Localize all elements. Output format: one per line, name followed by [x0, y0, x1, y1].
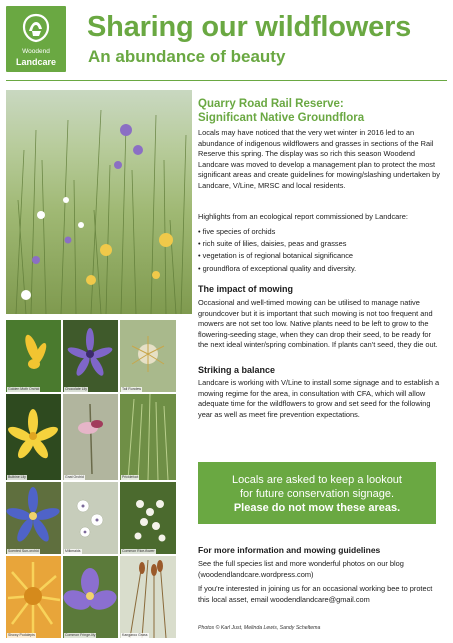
photo-caption: Bulbine Lily	[8, 475, 26, 479]
header-divider	[6, 80, 447, 81]
photo-gnat-orchid	[63, 394, 118, 480]
photo-scented-sun-orchid	[6, 482, 61, 554]
impact-heading: The impact of mowing	[198, 284, 294, 294]
conservation-callout	[198, 462, 436, 524]
photo-caption: Kangaroo Grass	[122, 633, 148, 637]
photo-common-rice-flower	[120, 482, 176, 554]
photo-caption: Chocolate Lily	[65, 387, 87, 391]
photo-credit: Photos © Karl Just, Melinda Lewis, Sandy Scheltema	[198, 625, 321, 631]
wildflower-meadow-photo	[6, 90, 192, 314]
logo-text-woodend: Woodend	[22, 48, 50, 55]
intro-paragraph: Locals may have noticed that the very wet winter in 2016 led to an abundance of indigenous wildflowers and grasses in sections of the Rail Reserve this spring. The display was so rich this season Woodend Landcare was moved to develop a management plan to protect the most significant areas and create guidelines for mowing/slashing undertaken by Landcare, V/Line, MRSC and local residents.	[198, 128, 440, 190]
highlights-intro: Highlights from an ecological report commissioned by Landcare:	[198, 212, 408, 221]
page-title: Sharing our wildflowers	[87, 11, 412, 43]
photo-pricklefoot	[120, 394, 176, 480]
balance-paragraph: Landcare is working with V/Line to install some signage and to establish a mowing regime for the area, in consultation with CFA, which will allow adequate time for the wildflowers to grow and set seed for the following year as well as meet fire prevention expectations.	[198, 378, 440, 419]
photo-chocolate-lily	[63, 320, 118, 392]
impact-paragraph: Occasional and well-timed mowing can be utilised to manage native groundcover but it is important that such mowing is not too frequent and mowers are not set too low. Native plants need to be left to grow to the flowering-seeding stage, when they can drop their seed, to be ready for the next ideal winter/spring combination. If plants can't seed, they die out.	[198, 298, 438, 349]
photo-milkmaids	[63, 482, 118, 554]
landcare-hand-icon	[20, 12, 52, 44]
highlight-bullet: • groundflora of exceptional quality and diversity.	[198, 264, 357, 273]
highlight-bullet: • vegetation is of regional botanical significance	[198, 251, 354, 260]
photo-caption: Common Fringe-lily	[65, 633, 96, 637]
photo-caption: Common Rice-flower	[122, 549, 155, 553]
page-subtitle: An abundance of beauty	[88, 47, 286, 66]
highlight-bullet: • five species of orchids	[198, 227, 276, 236]
photo-golden-moth-orchid	[6, 320, 61, 392]
highlight-bullet: • rich suite of lilies, daisies, peas and grasses	[198, 239, 347, 248]
photo-tall-sundew	[120, 320, 176, 392]
article-heading	[198, 98, 443, 125]
woodend-landcare-logo	[6, 6, 66, 72]
photo-caption: Golden Moth Orchid	[8, 387, 40, 391]
logo-text-landcare: Landcare	[15, 57, 57, 67]
photo-showy-podolepis	[6, 556, 61, 638]
photo-caption: Tall Rundew	[122, 387, 142, 391]
balance-heading: Striking a balance	[198, 365, 276, 375]
photo-caption: Showy Podolepis	[8, 633, 35, 637]
callout-line1: Locals are asked to keep a lookout	[231, 474, 402, 486]
photo-bulbine-lily	[6, 394, 61, 480]
info-paragraph-email: If you're interested in joining us for an occasional working bee to protect this local asset, email woodendlandcare@gmail.com	[198, 584, 433, 604]
photo-caption: Gnat Orchid	[65, 475, 84, 479]
info-heading: For more information and mowing guidelines	[198, 545, 381, 555]
article-heading-line1: Quarry Road Rail Reserve:	[198, 98, 344, 110]
photo-common-fringe-lily	[63, 556, 118, 638]
photo-kangaroo-grass	[120, 556, 176, 638]
callout-line3: Please do not mow these areas.	[233, 502, 401, 514]
photo-caption: Milkmaids	[65, 549, 81, 553]
info-paragraph-blog: See the full species list and more wonderful photos on our blog (woodendlandcare.wordpress.com)	[198, 559, 404, 579]
photo-caption: Scented Sun-orchid	[8, 549, 39, 553]
callout-line2: for future conservation signage.	[239, 488, 395, 500]
photo-caption: Pricklefoot	[122, 475, 139, 479]
article-heading-line2: Significant Native Groundflora	[198, 111, 365, 124]
